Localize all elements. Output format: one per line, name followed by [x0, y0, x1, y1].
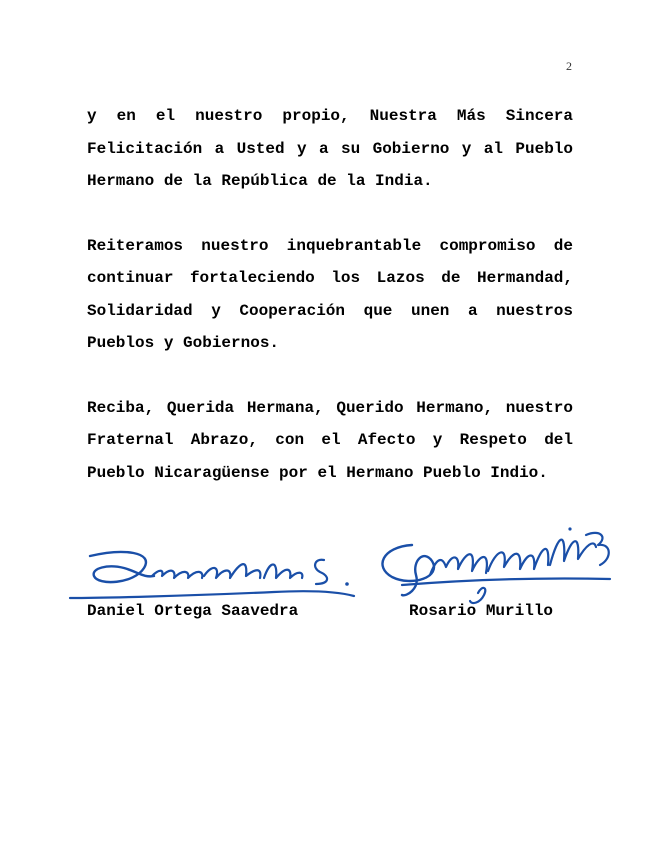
paragraph-commitment: Reiteramos nuestro inquebrantable compromiso de continuar fortaleciendo los Lazos de Hermandad, Solidaridad y Cooperación que unen a nuestros Pueblos y Gobiernos. — [87, 236, 573, 352]
page-number: 2 — [566, 59, 572, 73]
paragraph-closing: Reciba, Querida Hermana, Querido Hermano, nuestro Fraternal Abrazo, con el Afecto y Respeto del Pueblo Nicaragüense por el Hermano Pueblo Indio. — [87, 398, 573, 482]
signature-daniel-ortega — [64, 538, 364, 606]
signer-name-rosario-murillo: Rosario Murillo — [409, 602, 554, 620]
signer-name-daniel-ortega: Daniel Ortega Saavedra — [87, 602, 299, 620]
paragraph-congratulation: y en el nuestro propio, Nuestra Más Sincera Felicitación a Usted y a su Gobierno y al Pueblo Hermano de la República de la India. — [87, 107, 573, 190]
letter-body — [87, 100, 573, 521]
